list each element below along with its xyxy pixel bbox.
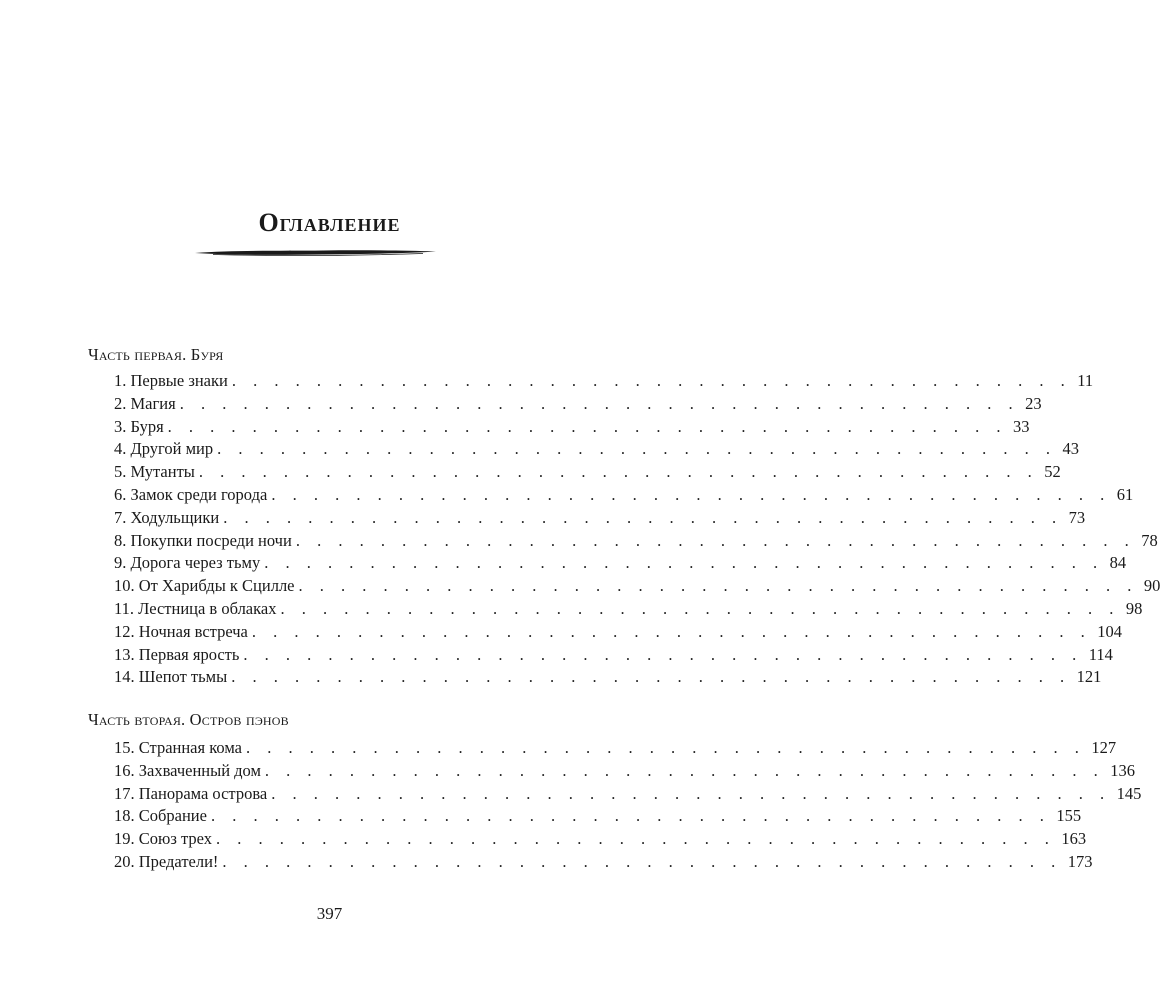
toc-entry-label: 14. Шепот тьмы xyxy=(114,667,228,687)
toc-entry-page: 90 xyxy=(1143,576,1160,596)
toc-entry xyxy=(88,737,1117,760)
toc-entry xyxy=(88,805,1082,828)
part-heading-1: Часть первая. Буря xyxy=(88,345,224,364)
toc-entry-page: 145 xyxy=(1116,783,1142,803)
toc-entry-page: 136 xyxy=(1110,760,1136,780)
toc-entry-label: 8. Покупки посреди ночи xyxy=(114,530,292,550)
toc-entry-page: 33 xyxy=(1013,416,1030,436)
toc-entry-label: 1. Первые знаки xyxy=(114,371,228,390)
toc-entry-page: 52 xyxy=(1044,462,1061,482)
toc-entry-page: 73 xyxy=(1068,507,1086,527)
toc-entry-page: 127 xyxy=(1091,738,1117,757)
toc-entry xyxy=(88,851,1093,874)
toc-entry-page: 78 xyxy=(1141,530,1158,550)
toc-entry-label: 17. Панорама острова xyxy=(114,783,268,803)
dot-leader: . . . . . . . . . . . . . . . . . . . . . . . . . . . . . . . . . . . . . . . . xyxy=(271,783,1111,803)
toc-entry-page: 11 xyxy=(1077,371,1094,390)
toc-entry-label: 5. Мутанты xyxy=(114,462,195,482)
dot-leader: . . . . . . . . . . . . . . . . . . . . . . . . . . . . . . . . . . . . . . . . xyxy=(217,439,1057,459)
toc-entry xyxy=(88,530,1158,553)
toc-entry xyxy=(88,507,1086,530)
dot-leader: . . . . . . . . . . . . . . . . . . . . . . . . . . . . . . . . . . . . . . . . xyxy=(167,416,1008,436)
toc-entry xyxy=(88,370,1094,393)
toc-entry xyxy=(88,393,1042,416)
title-underline-brush-stroke xyxy=(193,245,438,259)
toc-entry-page: 98 xyxy=(1125,598,1143,618)
toc-entry xyxy=(88,828,1087,851)
toc-entry-page: 121 xyxy=(1076,667,1102,687)
toc-entry-label: 9. Дорога через тьму xyxy=(114,553,261,573)
toc-entry-label: 15. Странная кома xyxy=(114,738,242,757)
dot-leader: . . . . . . . . . . . . . . . . . . . . . . . . . . . . . . . . . . . . . . . . xyxy=(231,667,1071,687)
toc-entry xyxy=(88,598,1143,621)
toc-entry-label: 3. Буря xyxy=(114,416,164,436)
dot-leader: . . . . . . . . . . . . . . . . . . . . . . . . . . . . . . . . . . . . . . . . xyxy=(295,530,1136,550)
toc-entry xyxy=(88,552,1127,575)
toc-entry-page: 61 xyxy=(1116,484,1134,504)
dot-leader: . . . . . . . . . . . . . . . . . . . . . . . . . . . . . . . . . . . . . . . . xyxy=(223,507,1063,527)
dot-leader: . . . . . . . . . . . . . . . . . . . . . . . . . . . . . . . . . . . . . . . . xyxy=(264,553,1104,573)
toc-entry-label: 4. Другой мир xyxy=(114,439,214,459)
toc-entry-label: 16. Захваченный дом xyxy=(114,760,261,780)
toc-entry-page: 43 xyxy=(1062,439,1079,459)
toc-entry-label: 18. Собрание xyxy=(114,806,207,826)
toc-entry-page: 114 xyxy=(1088,644,1113,664)
dot-leader: . . . . . . . . . . . . . . . . . . . . . . . . . . . . . . . . . . . . . . . . xyxy=(179,393,1020,413)
dot-leader: . . . . . . . . . . . . . . . . . . . . . . . . . . . . . . . . . . . . . . . . xyxy=(198,462,1039,482)
part-heading-2: Часть вторая. Остров пэнов xyxy=(88,710,289,729)
toc-entry xyxy=(88,666,1102,689)
dot-leader: . . . . . . . . . . . . . . . . . . . . . . . . . . . . . . . . . . . . . . . . xyxy=(216,829,1056,849)
page-title: Оглавление xyxy=(258,208,401,237)
toc-entry-page: 163 xyxy=(1061,829,1087,849)
dot-leader: . . . . . . . . . . . . . . . . . . . . . . . . . . . . . . . . . . . . . . . . xyxy=(243,644,1083,664)
toc-entry xyxy=(88,575,1160,598)
toc-entry-page: 104 xyxy=(1097,621,1122,641)
toc-entry-label: 10. От Харибды к Сцилле xyxy=(114,576,295,596)
toc-entry xyxy=(88,461,1061,484)
dot-leader: . . . . . . . . . . . . . . . . . . . . . . . . . . . . . . . . . . . . . . . . xyxy=(271,484,1111,504)
toc-entry-label: 6. Замок среди города xyxy=(114,484,268,504)
toc-entry-label: 19. Союз трех xyxy=(114,829,212,849)
dot-leader: . . . . . . . . . . . . . . . . . . . . . . . . . . . . . . . . . . . . . . . . xyxy=(222,851,1062,871)
dot-leader: . . . . . . . . . . . . . . . . . . . . . . . . . . . . . . . . . . . . . . . . xyxy=(298,576,1138,596)
dot-leader: . . . . . . . . . . . . . . . . . . . . . . . . . . . . . . . . . . . . . . . . xyxy=(231,371,1072,390)
part2-list xyxy=(88,737,1142,874)
toc-entry-page: 173 xyxy=(1067,851,1093,871)
toc-entry xyxy=(88,416,1030,439)
toc-entry-label: 12. Ночная встреча xyxy=(114,621,248,641)
toc-entry-page: 84 xyxy=(1109,553,1127,573)
part1-list xyxy=(88,370,1160,689)
toc-entry-label: 13. Первая ярость xyxy=(114,644,240,664)
toc-entry-page: 23 xyxy=(1025,393,1042,413)
dot-leader: . . . . . . . . . . . . . . . . . . . . . . . . . . . . . . . . . . . . . . . . xyxy=(280,598,1120,618)
dot-leader: . . . . . . . . . . . . . . . . . . . . . . . . . . . . . . . . . . . . . . . . xyxy=(246,738,1086,757)
toc-entry-label: 20. Предатели! xyxy=(114,851,219,871)
toc-entry xyxy=(88,760,1136,783)
dot-leader: . . . . . . . . . . . . . . . . . . . . . . . . . . . . . . . . . . . . . . . . xyxy=(251,621,1092,641)
toc-entry xyxy=(88,644,1113,667)
dot-leader: . . . . . . . . . . . . . . . . . . . . . . . . . . . . . . . . . . . . . . . . xyxy=(210,806,1051,826)
toc-entry xyxy=(88,438,1079,461)
toc-entry xyxy=(88,621,1122,644)
toc-entry-label: 11. Лестница в облаках xyxy=(114,598,277,618)
toc-entry-label: 7. Ходульщики xyxy=(114,507,220,527)
toc-entry-page: 155 xyxy=(1056,806,1082,826)
toc-entry xyxy=(88,783,1142,806)
toc-entry xyxy=(88,484,1134,507)
toc-entry-label: 2. Магия xyxy=(114,393,176,413)
dot-leader: . . . . . . . . . . . . . . . . . . . . . . . . . . . . . . . . . . . . . . . . xyxy=(264,760,1105,780)
page-number: 397 xyxy=(316,904,343,923)
